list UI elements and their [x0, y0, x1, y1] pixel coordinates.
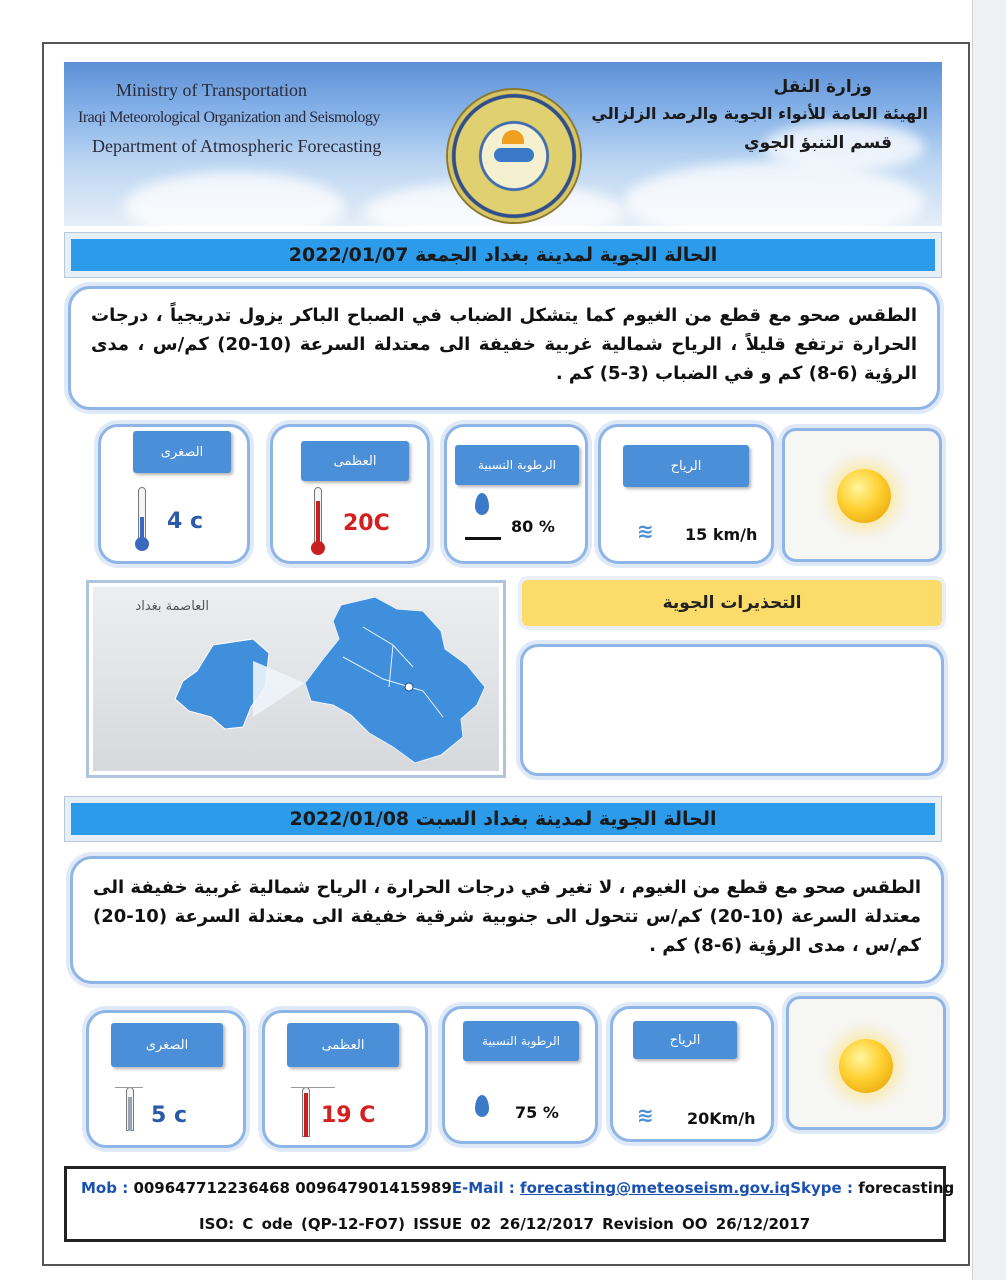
thermometer-icon: [119, 1087, 139, 1133]
water-drop-icon: [475, 493, 489, 515]
baghdad-map: [86, 580, 506, 778]
day2-title: الحالة الجوية لمدينة بغداد السبت 2022/01/08: [289, 808, 717, 830]
day1-max-temp-card: [270, 424, 430, 564]
day1-wind-value: 15 km/h: [685, 525, 758, 544]
day2-min-value: 5 c: [151, 1103, 188, 1128]
weather-warnings-title: [522, 580, 942, 626]
day2-min-temp-card: [86, 1010, 246, 1148]
water-drop-icon: [475, 1095, 489, 1117]
thermometer-icon: [131, 487, 151, 549]
day2-title-bar: [64, 796, 942, 842]
day1-humidity-label: الرطوبة النسبية: [455, 445, 579, 485]
day2-wind-card: [610, 1006, 774, 1142]
day2-wind-value: 20Km/h: [687, 1109, 756, 1128]
day1-humidity-value: 80 %: [511, 517, 555, 536]
ministry-name-en: Ministry of Transportation: [116, 80, 308, 100]
header-banner: [64, 62, 942, 226]
day1-min-value: 4 c: [167, 509, 204, 534]
header-english-text: [78, 76, 382, 160]
thermometer-icon: [307, 487, 327, 553]
mobile-contact: Mob : 009647712236468 009647901415989: [81, 1179, 452, 1197]
wind-icon: ≋: [637, 1103, 654, 1127]
day1-min-label: الصغرى: [133, 431, 231, 473]
day1-description-box: [68, 286, 940, 410]
contact-footer: [64, 1166, 955, 1242]
day2-humidity-value: 75 %: [515, 1103, 559, 1122]
day1-max-value: 20C: [343, 511, 390, 536]
day2-description-box: [70, 856, 944, 984]
page-edge: [972, 0, 1006, 1280]
thermometer-icon: [295, 1087, 315, 1139]
sunny-icon: [837, 469, 891, 523]
day1-wind-card: [598, 424, 774, 564]
skype-contact: Skype : forecasting: [790, 1179, 955, 1197]
department-name-ar: قسم التنبؤ الجوي: [744, 133, 892, 153]
organization-logo: [448, 90, 580, 222]
day2-wind-label: الرياح: [633, 1021, 737, 1059]
wind-icon: ≋: [637, 519, 654, 543]
day2-humidity-card: [442, 1006, 598, 1144]
email-contact: E-Mail : forecasting@meteoseism.gov.iq: [451, 1179, 791, 1197]
email-link[interactable]: forecasting@meteoseism.gov.iq: [520, 1179, 791, 1197]
day1-humidity-card: [444, 424, 588, 564]
weather-warnings-label: التحذيرات الجوية: [662, 593, 802, 613]
weather-warnings-box: [520, 644, 944, 776]
iso-document-code: ISO: C ode (QP-12-FO7) ISSUE 02 26/12/2017 Revision OO 26/12/2017: [199, 1215, 811, 1233]
day2-weather-icon-card: [786, 996, 946, 1130]
day1-min-temp-card: [98, 424, 250, 564]
organization-name-en: Iraqi Meteorological Organization and Seismology: [78, 109, 380, 126]
header-arabic-text: [591, 74, 928, 158]
day2-max-temp-card: [262, 1010, 428, 1148]
day1-wind-label: الرياح: [623, 445, 749, 487]
day1-title: الحالة الجوية لمدينة بغداد الجمعة 2022/01/07: [288, 244, 718, 266]
day1-description: الطقس صحو مع قطع من الغيوم كما يتشكل الضباب في الصباح الباكر يزول تدريجياً ، درجات الحرارة ترتفع قليلاً ، الرياح شمالية غربية خفيفة الى معتدلة السرعة (10-20) كم/س ، مدى الرؤية (6-8) كم و في الضباب (3-5) كم .: [91, 305, 917, 384]
sunny-icon: [839, 1039, 893, 1093]
ministry-name-ar: وزارة النقل: [773, 77, 872, 97]
day2-min-label: الصغرى: [111, 1023, 223, 1067]
organization-name-ar: الهيئة العامة للأنواء الجوية والرصد الزلزالي: [591, 104, 928, 123]
department-name-en: Department of Atmospheric Forecasting: [92, 136, 382, 156]
iraq-map-icon: [93, 587, 499, 771]
day1-max-label: العظمى: [301, 441, 409, 481]
day1-title-bar: [64, 232, 942, 278]
map-caption: العاصمة بغداد: [135, 599, 209, 614]
day1-weather-icon-card: [782, 428, 942, 562]
day2-description: الطقس صحو مع قطع من الغيوم ، لا تغير في درجات الحرارة ، الرياح شمالية غربية خفيفة الى معتدلة السرعة (10-20) كم/س تتحول الى جنوبية شرقية خفيفة الى معتدلة السرعة (10-20) كم/س ، مدى الرؤية (6-8) كم .: [93, 877, 922, 956]
day2-humidity-label: الرطوبة النسبية: [463, 1021, 579, 1061]
day2-max-value: 19 C: [321, 1103, 376, 1128]
day2-max-label: العظمى: [287, 1023, 399, 1067]
